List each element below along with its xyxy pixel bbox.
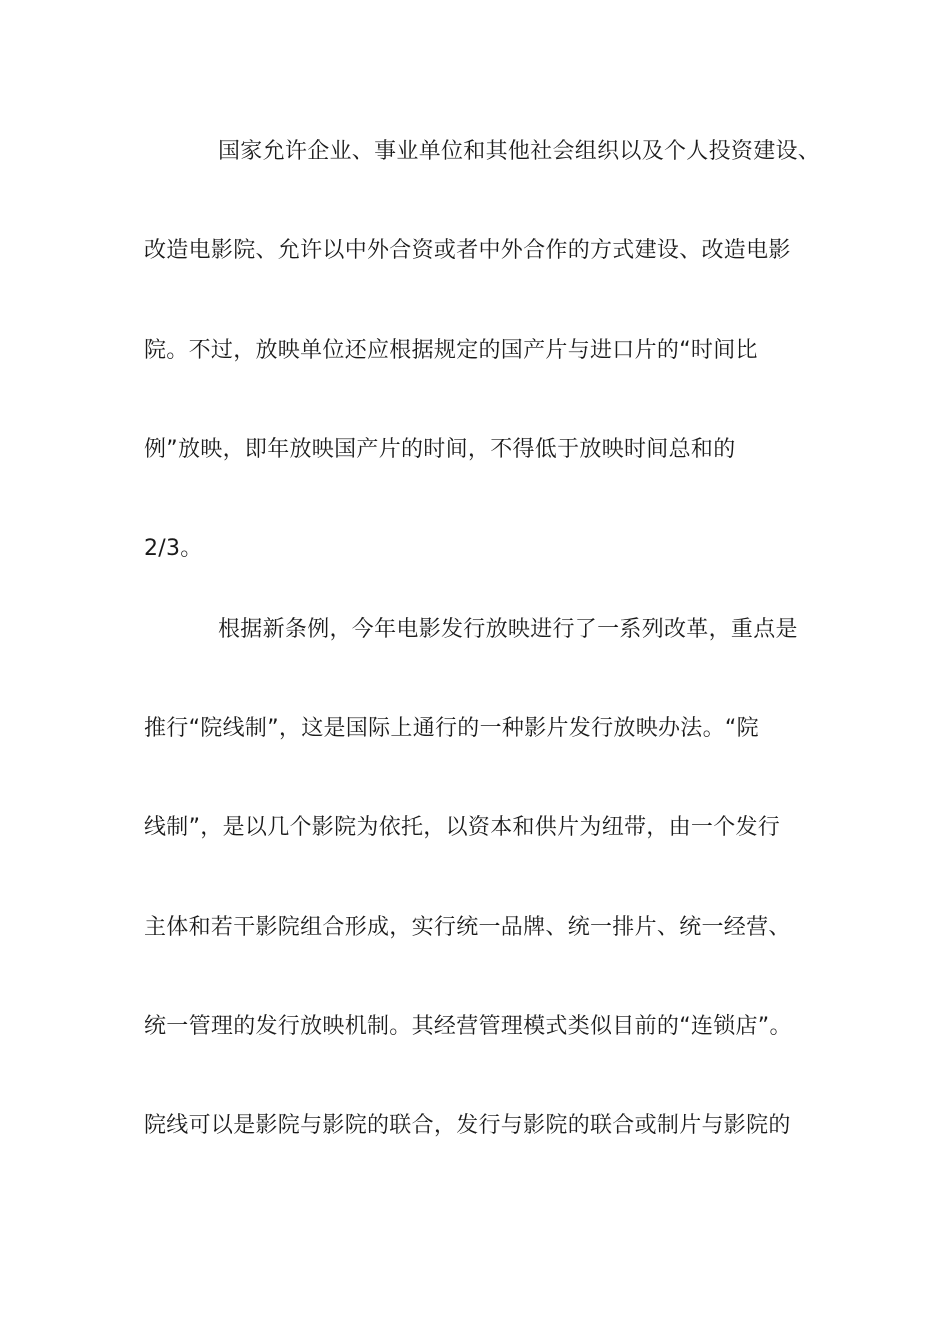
paragraph-1-line-2: 改造电影院、允许以中外合资或者中外合作的方式建设、改造电影 <box>144 238 791 263</box>
paragraph-1-line-1: 国家允许企业、事业单位和其他社会组织以及个人投资建设、 <box>218 139 821 164</box>
paragraph-2-line-1: 根据新条例，今年电影发行放映进行了一系列改革，重点是 <box>218 617 798 642</box>
paragraph-2-line-6: 院线可以是影院与影院的联合，发行与影院的联合或制片与影院的 <box>144 1113 791 1138</box>
paragraph-1-line-5: 2/3。 <box>144 536 203 561</box>
paragraph-2-line-4: 主体和若干影院组合形成，实行统一品牌、统一排片、统一经营、 <box>144 915 791 940</box>
paragraph-2-line-3: 线制”，是以几个影院为依托，以资本和供片为纽带，由一个发行 <box>144 815 781 840</box>
paragraph-1-line-4: 例”放映，即年放映国产片的时间，不得低于放映时间总和的 <box>144 437 736 462</box>
paragraph-2-line-2: 推行“院线制”，这是国际上通行的一种影片发行放映办法。“院 <box>144 716 759 741</box>
paragraph-1-line-3: 院。不过，放映单位还应根据规定的国产片与进口片的“时间比 <box>144 338 758 363</box>
paragraph-2-line-5: 统一管理的发行放映机制。其经营管理模式类似目前的“连锁店”。 <box>144 1014 792 1039</box>
